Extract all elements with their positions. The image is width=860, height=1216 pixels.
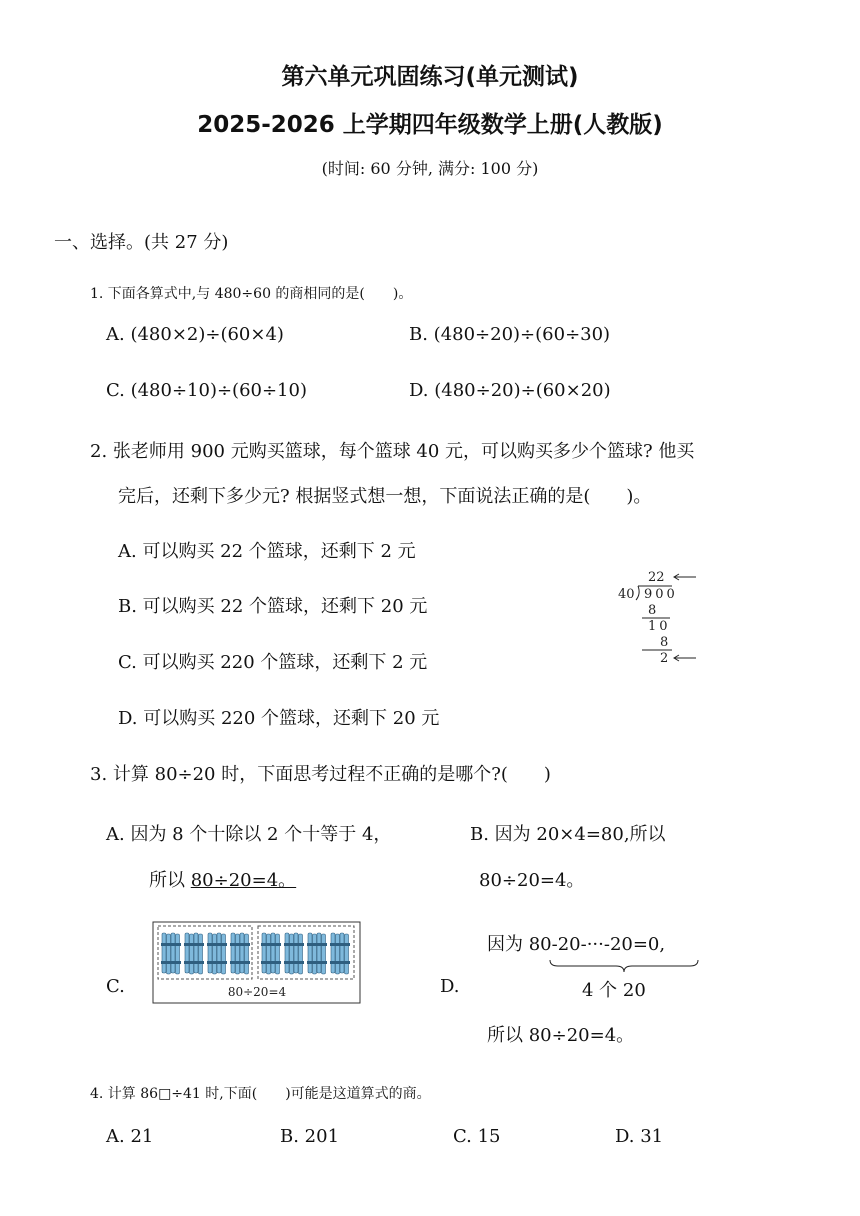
question-3-option-d-label: D. bbox=[440, 976, 460, 997]
division-step3: 8 bbox=[660, 635, 669, 650]
option-a-prefix: 所以 bbox=[149, 870, 191, 891]
stick-bundle bbox=[307, 933, 327, 974]
question-2-option-a: A. 可以购买 22 个篮球，还剩下 2 元 bbox=[118, 541, 416, 562]
option-a-underlined: 80÷20=4。 bbox=[190, 870, 297, 891]
stick-bundle bbox=[330, 933, 350, 974]
stick-bundle bbox=[184, 933, 204, 974]
question-2-stem-line1: 2. 张老师用 900 元购买篮球，每个篮球 40 元，可以购买多少个篮球? 他买 bbox=[90, 441, 695, 462]
stick-bundle bbox=[261, 933, 281, 974]
question-3-option-b-line1: B. 因为 20×4=80,所以 bbox=[470, 824, 666, 845]
long-division-figure bbox=[612, 566, 704, 670]
question-3-option-a-line1: A. 因为 8 个十除以 2 个十等于 4， bbox=[106, 824, 392, 845]
stick-bundle bbox=[161, 933, 181, 974]
question-3-option-c-label: C. bbox=[106, 976, 125, 997]
division-bracket bbox=[636, 586, 639, 600]
section-heading: 一、选择。(共 27 分) bbox=[54, 232, 229, 253]
question-3-option-a-line2 bbox=[149, 866, 296, 892]
question-2-option-d: D. 可以购买 220 个篮球，还剩下 20 元 bbox=[118, 708, 440, 729]
question-3-option-b-line2: 80÷20=4。 bbox=[479, 870, 585, 891]
question-3-option-d-brace-label: 4 个 20 bbox=[582, 980, 646, 1001]
question-2-stem-line2: 完后，还剩下多少元? 根据竖式想一想，下面说法正确的是( )。 bbox=[118, 486, 652, 507]
question-4-option-d: D. 31 bbox=[615, 1126, 664, 1147]
page-title: 第六单元巩固练习(单元测试) bbox=[281, 64, 579, 90]
question-4-option-b: B. 201 bbox=[280, 1126, 340, 1147]
question-2-option-c: C. 可以购买 220 个篮球，还剩下 2 元 bbox=[118, 652, 428, 673]
stick-bundle bbox=[207, 933, 227, 974]
stick-bundle bbox=[284, 933, 304, 974]
figure-caption: 80÷20=4 bbox=[227, 985, 287, 999]
stick-bundles-figure bbox=[152, 921, 362, 1005]
division-divisor: 40 bbox=[618, 587, 635, 602]
exam-info: (时间: 60 分钟, 满分: 100 分) bbox=[321, 159, 539, 178]
question-4-stem: 4. 计算 86□÷41 时,下面( )可能是这道算式的商。 bbox=[90, 1086, 431, 1102]
stick-bundle bbox=[230, 933, 250, 974]
question-3-option-d-line3: 所以 80÷20=4。 bbox=[487, 1025, 635, 1046]
division-step1: 8 bbox=[648, 603, 657, 618]
division-dividend: 900 bbox=[644, 587, 678, 602]
question-4-option-c: C. 15 bbox=[453, 1126, 501, 1147]
question-1-option-a: A. (480×2)÷(60×4) bbox=[106, 324, 284, 345]
page-subtitle: 2025-2026 上学期四年级数学上册(人教版) bbox=[197, 112, 663, 138]
question-1-stem: 1. 下面各算式中,与 480÷60 的商相同的是( )。 bbox=[90, 286, 413, 302]
division-quotient: 22 bbox=[648, 570, 665, 585]
division-step2: 10 bbox=[648, 619, 671, 634]
question-1-option-b: B. (480÷20)÷(60÷30) bbox=[409, 324, 611, 345]
underbrace-icon bbox=[548, 958, 700, 974]
question-1-option-c: C. (480÷10)÷(60÷10) bbox=[106, 380, 307, 401]
question-1-option-d: D. (480÷20)÷(60×20) bbox=[409, 380, 611, 401]
question-4-option-a: A. 21 bbox=[106, 1126, 154, 1147]
question-3-stem: 3. 计算 80÷20 时，下面思考过程不正确的是哪个?( ) bbox=[90, 764, 551, 785]
question-2-option-b: B. 可以购买 22 个篮球，还剩下 20 元 bbox=[118, 596, 428, 617]
question-3-option-d-line1: 因为 80-20-···-20=0, bbox=[487, 934, 666, 955]
division-remainder: 2 bbox=[660, 651, 669, 666]
